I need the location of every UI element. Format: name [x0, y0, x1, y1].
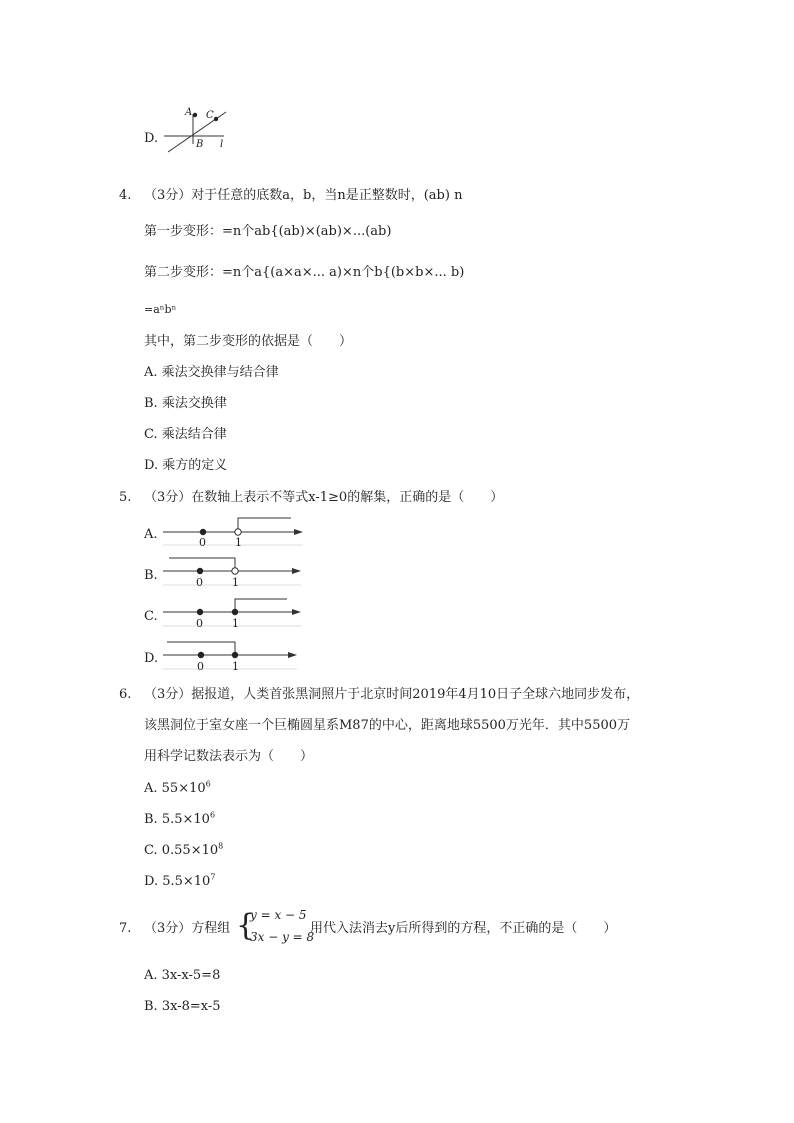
q6-option-d-exp: 7: [210, 872, 216, 882]
q4-question: 其中，第二步变形的依据是（ ）: [144, 334, 353, 349]
q6-line1: （3分）据报道，人类首张黑洞照片于北京时间2019年4月10日子全球六地同步发布，: [144, 687, 640, 702]
q7-eq1: y = x − 5: [250, 908, 307, 922]
fig-label-l: l: [220, 139, 224, 150]
q6-option-c-exp: 8: [218, 841, 224, 851]
q6-option-a-exp: 6: [205, 779, 211, 789]
tick-0: 0: [197, 660, 204, 673]
q7-brace: {: [236, 908, 256, 943]
fig-label-b: B: [196, 139, 204, 150]
q5-option-b[interactable]: B.: [144, 568, 158, 583]
q6-option-d[interactable]: [144, 874, 215, 890]
q4-result: =aⁿbⁿ: [144, 303, 177, 316]
q6-option-a[interactable]: [144, 781, 211, 797]
q5-option-c[interactable]: C.: [144, 609, 158, 624]
q6-number: 6.: [119, 687, 132, 702]
q5-option-a[interactable]: A.: [144, 527, 158, 542]
q3-option-d-label: D.: [144, 131, 159, 146]
q7-number: 7.: [119, 921, 132, 936]
q5-number-line-d: [163, 639, 303, 673]
q6-line3: 用科学记数法表示为（ ）: [144, 749, 314, 764]
q5-number: 5.: [119, 490, 132, 505]
q4-option-a[interactable]: A. 乘法交换律与结合律: [144, 365, 279, 380]
tick-0: 0: [196, 576, 203, 589]
tick-0: 0: [199, 536, 206, 549]
q5-option-d[interactable]: D.: [144, 651, 159, 666]
q6-option-b[interactable]: [144, 812, 215, 828]
q7-eq2: 3x − y = 8: [250, 930, 315, 944]
q7-option-b[interactable]: B. 3x-8=x-5: [144, 999, 221, 1014]
q4-option-d[interactable]: D. 乘方的定义: [144, 458, 228, 473]
fig-label-c: C: [206, 110, 214, 121]
q5-number-line-c: [163, 596, 303, 630]
q4-option-c[interactable]: C. 乘法结合律: [144, 427, 227, 442]
q4-step1: 第一步变形：=n个ab{(ab)×(ab)×...(ab): [144, 224, 392, 239]
q6-option-c-base: C. 0.55×10: [144, 843, 219, 858]
q6-line2: 该黑洞位于室女座一个巨椭圆星系M87的中心，距离地球5500万光年．其中5500万: [144, 718, 631, 733]
tick-1: 1: [232, 576, 239, 589]
q6-option-a-base: A. 55×10: [144, 781, 206, 796]
q6-option-d-base: D. 5.5×10: [144, 874, 211, 889]
q6-option-c[interactable]: [144, 843, 223, 859]
tick-1: 1: [232, 617, 239, 630]
q4-stem: （3分）对于任意的底数a，b，当n是正整数时，(ab) n: [144, 188, 463, 203]
q7-option-a[interactable]: A. 3x-x-5=8: [144, 968, 221, 983]
q4-step2: 第二步变形：=n个a{(a×a×... a)×n个b{(b×b×... b): [144, 265, 465, 280]
q5-stem: （3分）在数轴上表示不等式x-1≥0的解集，正确的是（ ）: [144, 490, 504, 505]
q5-number-line-a: [163, 515, 303, 549]
q4-option-b[interactable]: B. 乘法交换律: [144, 396, 227, 411]
q5-number-line-b: [163, 555, 303, 589]
tick-0: 0: [196, 617, 203, 630]
q7-prefix: （3分）方程组: [144, 921, 231, 936]
q3-option-d-figure: [160, 104, 240, 154]
q6-option-b-exp: 6: [209, 810, 216, 820]
fig-label-a: A: [185, 107, 193, 118]
tick-1: 1: [235, 536, 242, 549]
tick-1: 1: [232, 660, 239, 673]
q4-number: 4.: [119, 188, 132, 203]
q7-suffix: 用代入法消去y后所得到的方程，不正确的是（ ）: [310, 921, 617, 936]
q6-option-b-base: B. 5.5×10: [144, 812, 210, 827]
